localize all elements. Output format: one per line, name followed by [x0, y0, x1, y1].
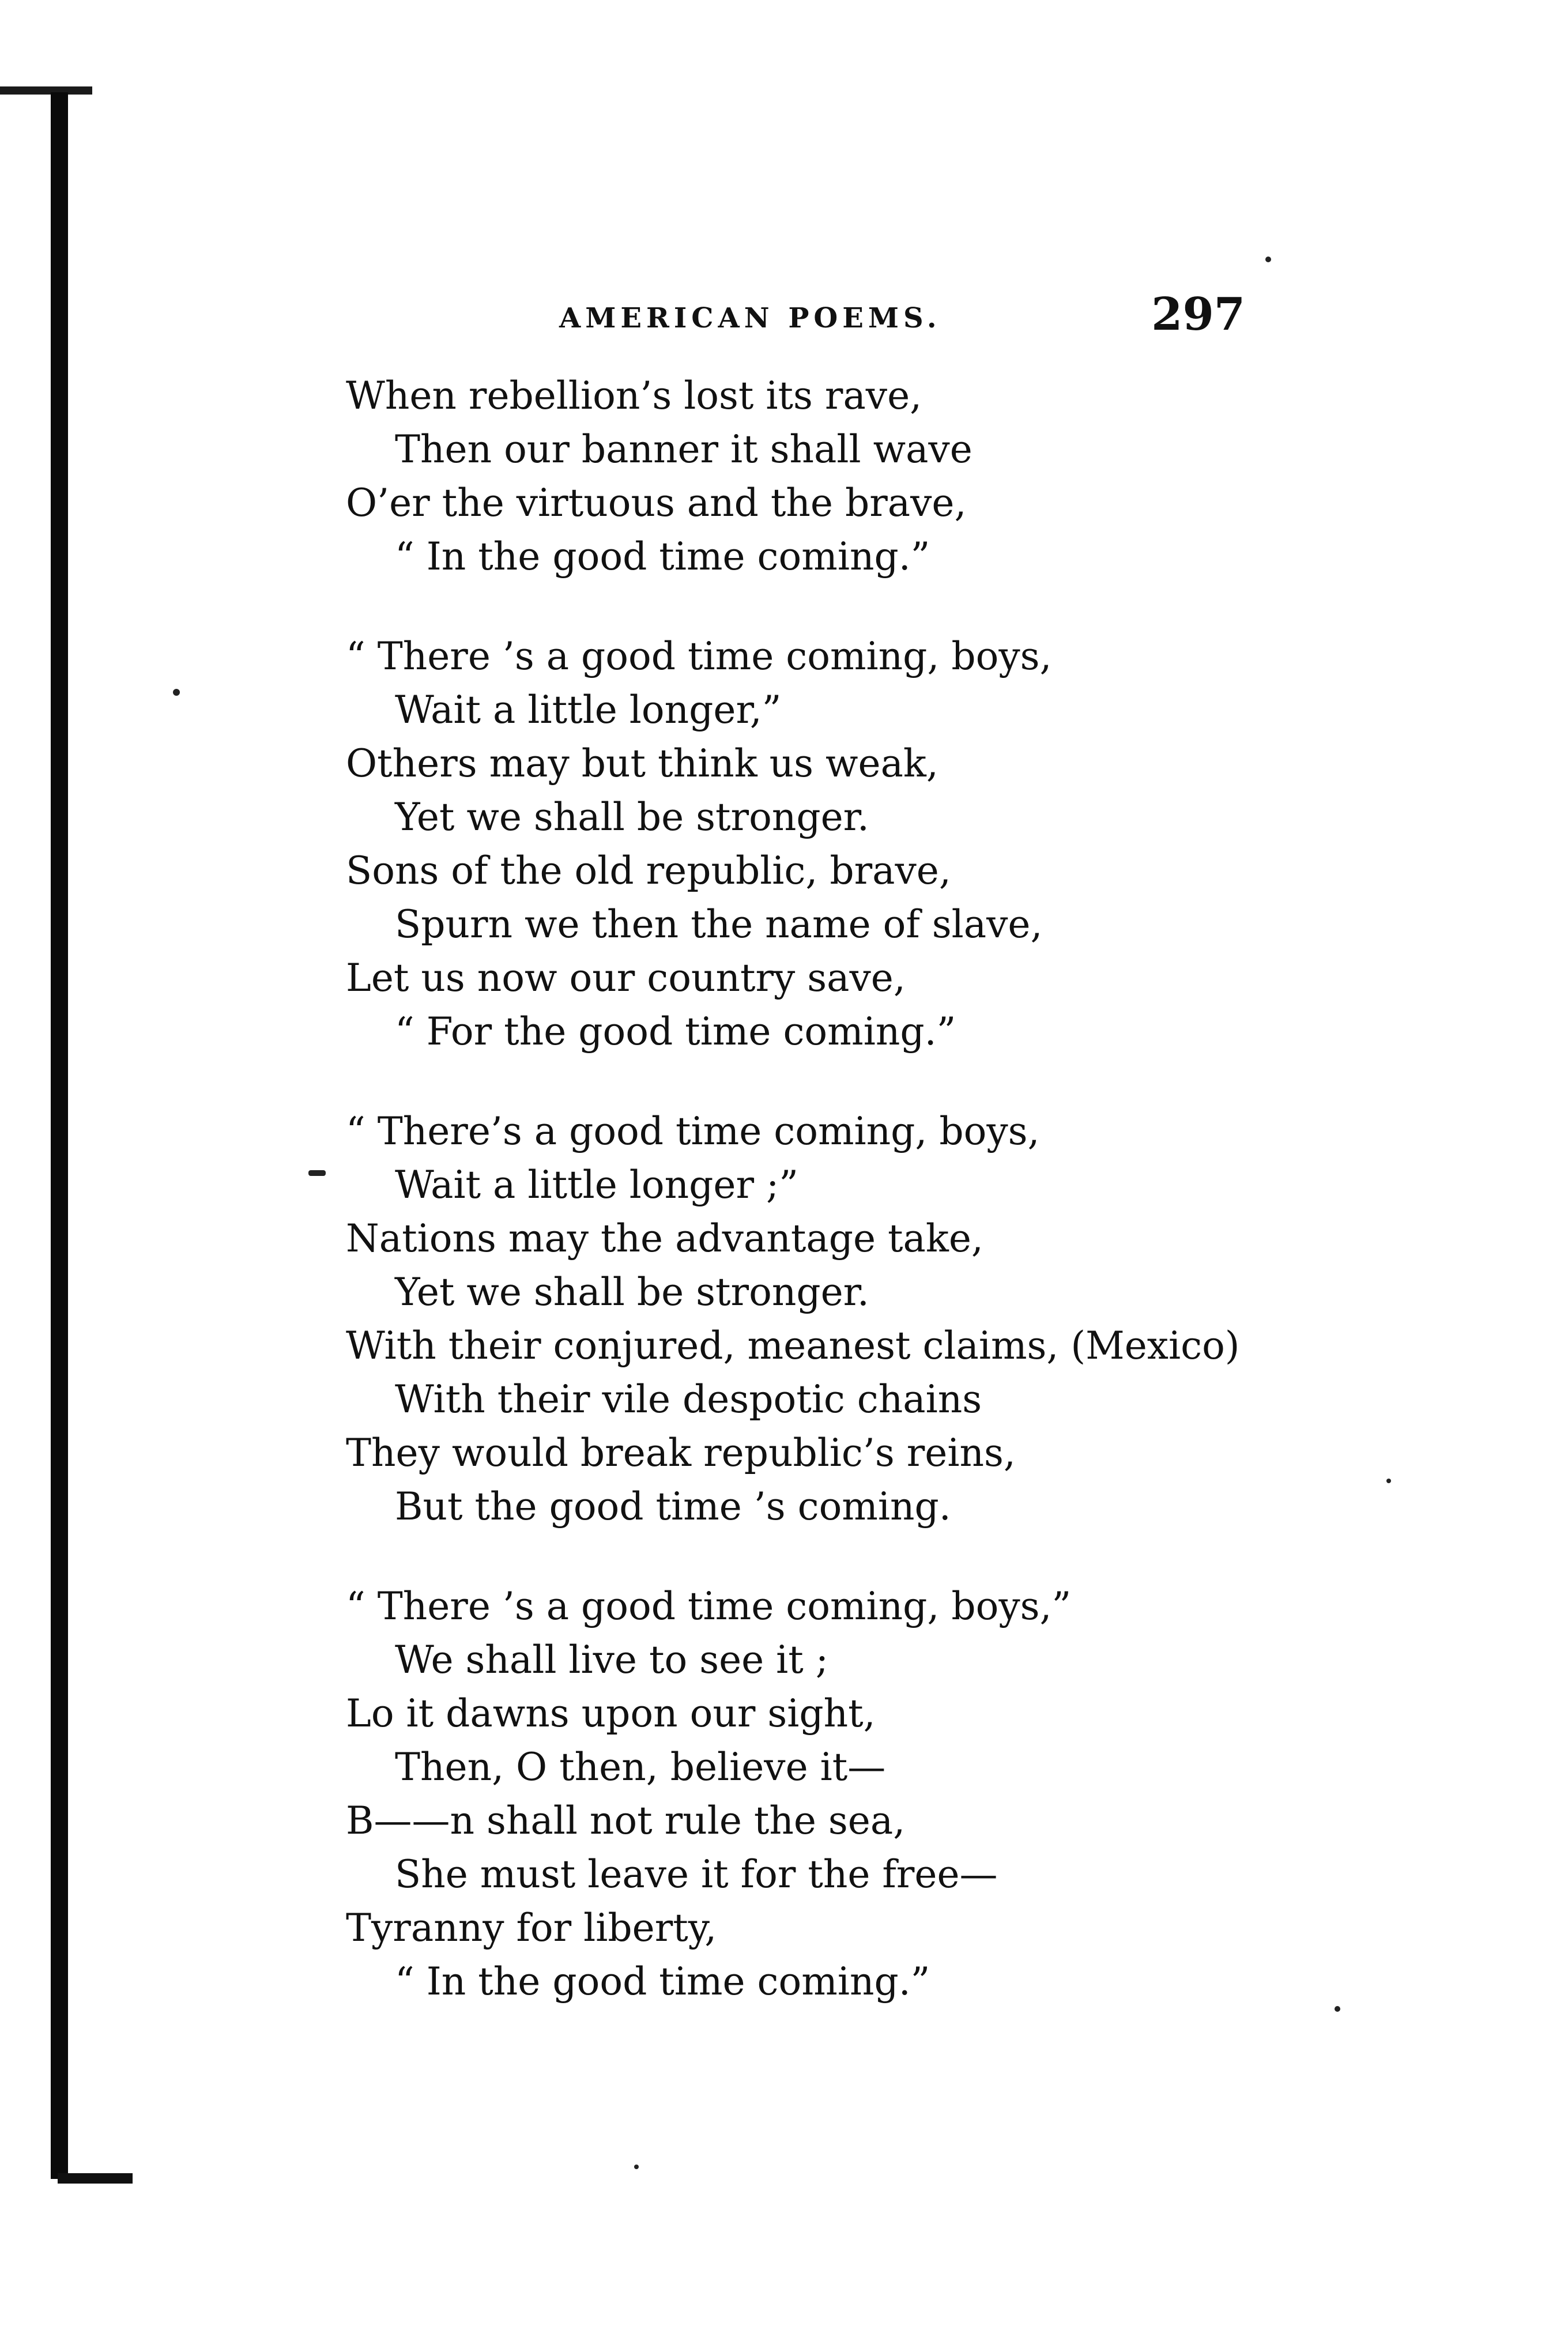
- binding-edge: [51, 92, 68, 2179]
- verse-line: Nations may the advantage take,: [346, 1216, 983, 1261]
- verse-line: Wait a little longer ;”: [395, 1163, 798, 1207]
- ink-speck: [1335, 2006, 1340, 2012]
- verse-line: “ There’s a good time coming, boys,: [346, 1109, 1040, 1153]
- stanza-1: [346, 369, 1326, 583]
- verse-line: When rebellion’s lost its rave,: [346, 374, 922, 418]
- ink-speck: [308, 1170, 326, 1176]
- verse-line: “ There ’s a good time coming, boys,: [346, 634, 1052, 678]
- poem-body: [346, 369, 1326, 2054]
- binding-edge-foot: [58, 2173, 133, 2184]
- page-number: 297: [1151, 288, 1245, 341]
- running-title: AMERICAN POEMS.: [559, 302, 941, 334]
- verse-line: But the good time ’s coming.: [395, 1484, 951, 1529]
- page-header: [548, 288, 1268, 352]
- verse-line: “ In the good time coming.”: [395, 1959, 930, 2004]
- verse-line: “ There ’s a good time coming, boys,”: [346, 1584, 1072, 1628]
- ink-speck: [173, 689, 180, 696]
- verse-line: We shall live to see it ;: [395, 1638, 829, 1682]
- verse-line: B——n shall not rule the sea,: [346, 1798, 906, 1843]
- verse-line: Tyranny for liberty,: [346, 1906, 717, 1950]
- verse-line: They would break republic’s reins,: [346, 1431, 1016, 1475]
- verse-line: “ For the good time coming.”: [395, 1009, 956, 1054]
- verse-line: Sons of the old republic, brave,: [346, 849, 951, 893]
- verse-line: Then our banner it shall wave: [395, 427, 973, 472]
- verse-line: Yet we shall be stronger.: [395, 1270, 869, 1314]
- verse-line: Others may but think us weak,: [346, 741, 938, 786]
- binding-edge-top: [0, 86, 92, 95]
- verse-line: Spurn we then the name of slave,: [395, 902, 1043, 947]
- verse-line: “ In the good time coming.”: [395, 534, 930, 579]
- verse-line: Wait a little longer,”: [395, 688, 782, 732]
- verse-line: Then, O then, believe it—: [395, 1745, 886, 1789]
- verse-line: Let us now our country save,: [346, 956, 906, 1000]
- ink-speck: [1386, 1479, 1391, 1483]
- stanza-3: [346, 1104, 1326, 1533]
- verse-line: With their conjured, meanest claims, (Mexico): [346, 1324, 1240, 1368]
- ink-speck: [634, 2165, 639, 2169]
- stanza-2: [346, 629, 1326, 1058]
- verse-line: She must leave it for the free—: [395, 1852, 998, 1896]
- verse-line: Yet we shall be stronger.: [395, 795, 869, 839]
- verse-line: With their vile despotic chains: [395, 1377, 982, 1422]
- verse-line: Lo it dawns upon our sight,: [346, 1691, 876, 1736]
- verse-line: O’er the virtuous and the brave,: [346, 481, 967, 525]
- stanza-4: [346, 1579, 1326, 2008]
- ink-speck: [1265, 257, 1271, 262]
